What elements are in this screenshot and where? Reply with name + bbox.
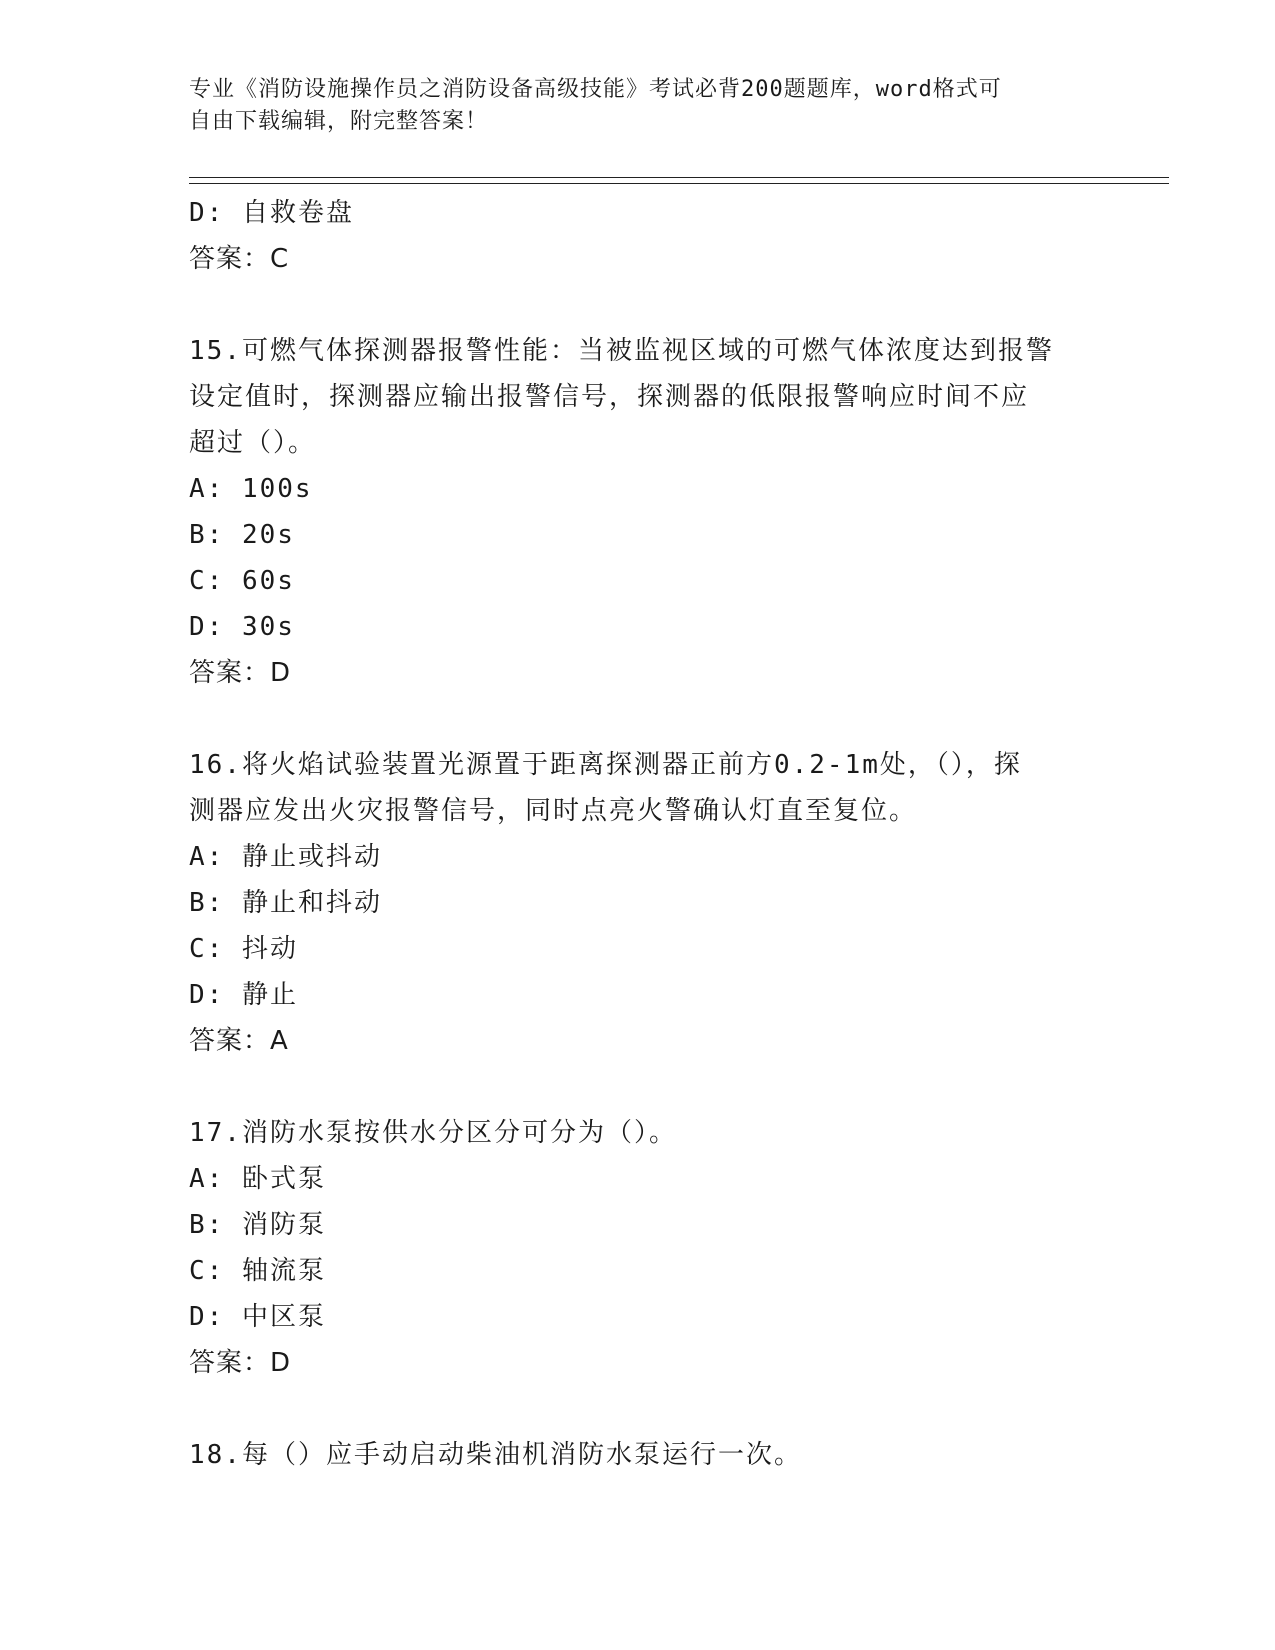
question-15 <box>189 328 1089 696</box>
question-17-answer: 答案：D <box>189 1348 292 1378</box>
question-16-line-1: 16.将火焰试验装置光源置于距离探测器正前方0.2-1m处，（），探 <box>189 750 1022 780</box>
question-18 <box>189 1432 1089 1478</box>
question-15-line-3: 超过（）。 <box>189 428 317 458</box>
question-16-option-b: B: 静止和抖动 <box>189 888 382 918</box>
question-16 <box>189 742 1089 1064</box>
header-line-2: 自由下载编辑，附完整答案！ <box>189 109 489 134</box>
question-15-option-a: A: 100s <box>189 474 313 504</box>
question-17 <box>189 1110 1089 1386</box>
question-16-option-a: A: 静止或抖动 <box>189 842 382 872</box>
question-17-line-1: 17.消防水泵按供水分区分可分为（）。 <box>189 1118 677 1148</box>
question-17-option-d: D: 中区泵 <box>189 1302 326 1332</box>
question-15-option-d: D: 30s <box>189 612 295 642</box>
header-divider-bottom <box>189 183 1169 184</box>
document-header <box>189 74 1069 138</box>
question-17-option-a: A: 卧式泵 <box>189 1164 326 1194</box>
question-17-option-c: C: 轴流泵 <box>189 1256 326 1286</box>
prev-option-d: D: 自救卷盘 <box>189 198 354 228</box>
document-body <box>189 190 1089 1478</box>
question-15-line-1: 15.可燃气体探测器报警性能：当被监视区域的可燃气体浓度达到报警 <box>189 336 1054 366</box>
question-18-line-1: 18.每（）应手动启动柴油机消防水泵运行一次。 <box>189 1440 802 1470</box>
question-17-option-b: B: 消防泵 <box>189 1210 326 1240</box>
question-15-option-c: C: 60s <box>189 566 295 596</box>
question-16-option-d: D: 静止 <box>189 980 298 1010</box>
header-line-1: 专业《消防设施操作员之消防设备高级技能》考试必背200题题库，word格式可 <box>189 77 1002 102</box>
question-16-option-c: C: 抖动 <box>189 934 298 964</box>
question-15-line-2: 设定值时，探测器应输出报警信号，探测器的低限报警响应时间不应 <box>189 382 1030 412</box>
question-15-answer: 答案：D <box>189 658 292 688</box>
question-16-line-2: 测器应发出火灾报警信号，同时点亮火警确认灯直至复位。 <box>189 796 918 826</box>
question-15-option-b: B: 20s <box>189 520 295 550</box>
prev-answer: 答案：C <box>189 244 290 274</box>
question-16-answer: 答案：A <box>189 1026 289 1056</box>
header-divider-top <box>189 177 1169 178</box>
